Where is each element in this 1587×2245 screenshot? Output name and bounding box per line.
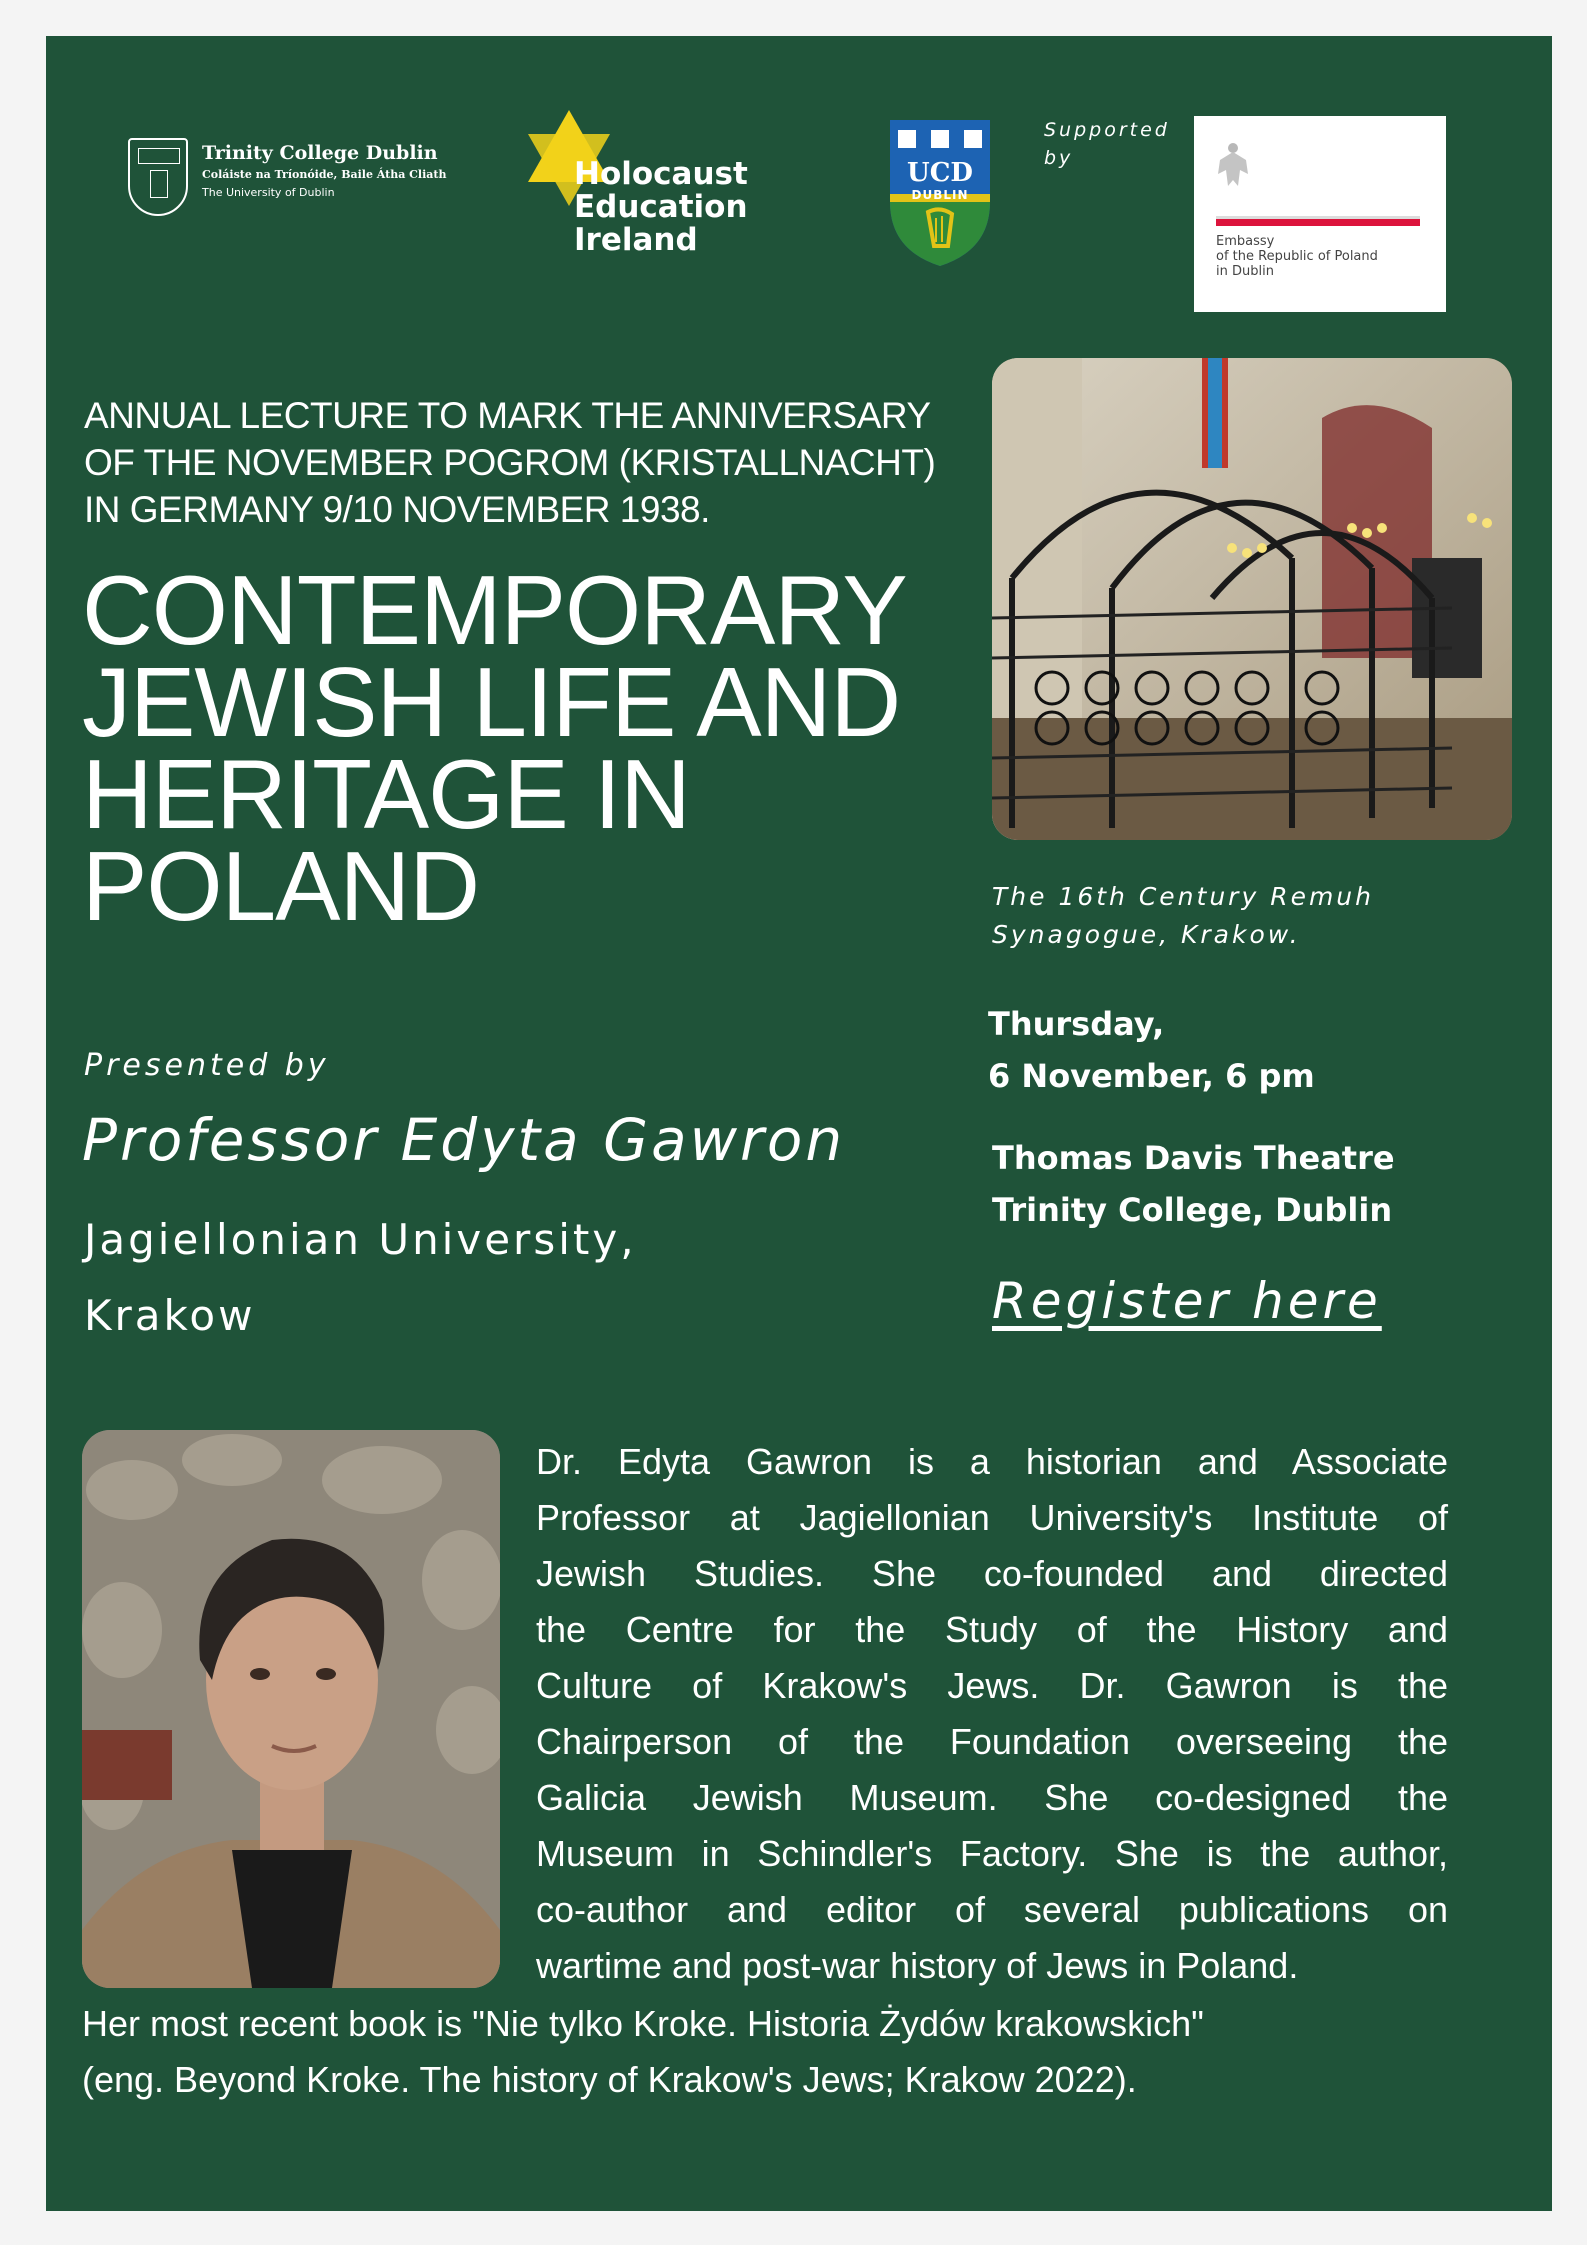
title-line: POLAND — [82, 831, 480, 941]
supported-line: by — [1044, 147, 1074, 169]
bio-line: wartime and post-war history of Jews in Poland. — [536, 1945, 1299, 1986]
ucd-top-text: UCD — [907, 158, 973, 188]
synagogue-photo — [992, 358, 1512, 840]
affiliation-line: Jagiellonian University, — [84, 1215, 637, 1264]
polish-flag-stripe — [1216, 216, 1420, 222]
photo-caption — [992, 878, 1512, 954]
hei-line: Ireland — [574, 222, 698, 258]
event-datetime: 6 November, 6 pm — [988, 1057, 1315, 1095]
presenter-bio — [536, 1434, 1448, 1994]
bio-line: Chairperson of the Foundation overseeing the — [536, 1721, 1448, 1762]
ucd-logo — [888, 118, 992, 268]
presenter-affiliation — [84, 1202, 637, 1354]
embassy-line: of the Republic of Poland — [1216, 249, 1378, 264]
white-eagle-icon — [1216, 140, 1250, 192]
event-poster — [46, 36, 1552, 2211]
portrait-image — [82, 1430, 500, 1988]
bio-line: Professor at Jagiellonian University's Institute of — [536, 1497, 1448, 1538]
title-line: CONTEMPORARY — [82, 555, 907, 665]
venue-place: Trinity College, Dublin — [992, 1191, 1393, 1229]
hei-line: Education — [574, 189, 748, 225]
bio-line: Her most recent book is "Nie tylko Kroke. Historia Żydów krakowskich" — [82, 2003, 1204, 2044]
bio-line: Culture of Krakow's Jews. Dr. Gawron is the — [536, 1665, 1448, 1706]
caption-line: Synagogue, Krakow. — [992, 920, 1301, 949]
bio-line: Museum in Schindler's Factory. She is the author, — [536, 1833, 1448, 1874]
event-weekday: Thursday, — [988, 1005, 1165, 1043]
tcd-subtitle: The University of Dublin — [202, 186, 335, 199]
title-line: HERITAGE IN — [82, 739, 690, 849]
supported-line: Supported — [1044, 119, 1170, 141]
annual-line: ANNUAL LECTURE TO MARK THE ANNIVERSARY — [84, 395, 931, 436]
register-link[interactable]: Register here — [992, 1272, 1382, 1330]
bio-line: the Centre for the Study of the History and — [536, 1609, 1448, 1650]
event-venue — [992, 1132, 1395, 1236]
hei-logo — [514, 106, 814, 256]
presenter-bio-continued — [82, 1996, 1462, 2108]
tcd-name: Trinity College Dublin — [202, 142, 438, 164]
title-line: JEWISH LIFE AND — [82, 647, 901, 757]
presenter-portrait — [82, 1430, 500, 1988]
lecture-title — [82, 555, 1022, 941]
bio-line: Dr. Edyta Gawron is a historian and Associate — [536, 1441, 1448, 1482]
bio-line: Jewish Studies. She co-founded and directed — [536, 1553, 1448, 1594]
annual-lecture-text — [84, 392, 984, 533]
caption-line: The 16th Century Remuh — [992, 882, 1374, 911]
bio-line: Galicia Jewish Museum. She co-designed the — [536, 1777, 1448, 1818]
hei-wordmark — [574, 158, 748, 257]
embassy-logo — [1194, 116, 1446, 312]
embassy-line: in Dublin — [1216, 264, 1274, 279]
affiliation-line: Krakow — [84, 1291, 256, 1340]
tcd-logo — [128, 138, 448, 228]
bio-line: (eng. Beyond Kroke. The history of Krakow's Jews; Krakow 2022). — [82, 2059, 1137, 2100]
hei-line: Holocaust — [574, 156, 748, 192]
embassy-line: Embassy — [1216, 234, 1275, 249]
ucd-bottom-text: DUBLIN — [911, 188, 969, 202]
presented-by-label: Presented by — [84, 1048, 330, 1083]
annual-line: OF THE NOVEMBER POGROM (KRISTALLNACHT) — [84, 442, 936, 483]
supported-by-label — [1044, 116, 1170, 172]
synagogue-image — [992, 358, 1512, 840]
tcd-irish-name: Coláiste na Tríonóide, Baile Átha Cliath — [202, 168, 447, 181]
event-date — [988, 998, 1315, 1102]
venue-name: Thomas Davis Theatre — [992, 1139, 1395, 1177]
embassy-text — [1216, 234, 1378, 279]
presenter-name: Professor Edyta Gawron — [82, 1106, 846, 1174]
bio-line: co-author and editor of several publications on — [536, 1889, 1448, 1930]
annual-line: IN GERMANY 9/10 NOVEMBER 1938. — [84, 489, 710, 530]
tcd-crest-icon — [128, 138, 188, 216]
